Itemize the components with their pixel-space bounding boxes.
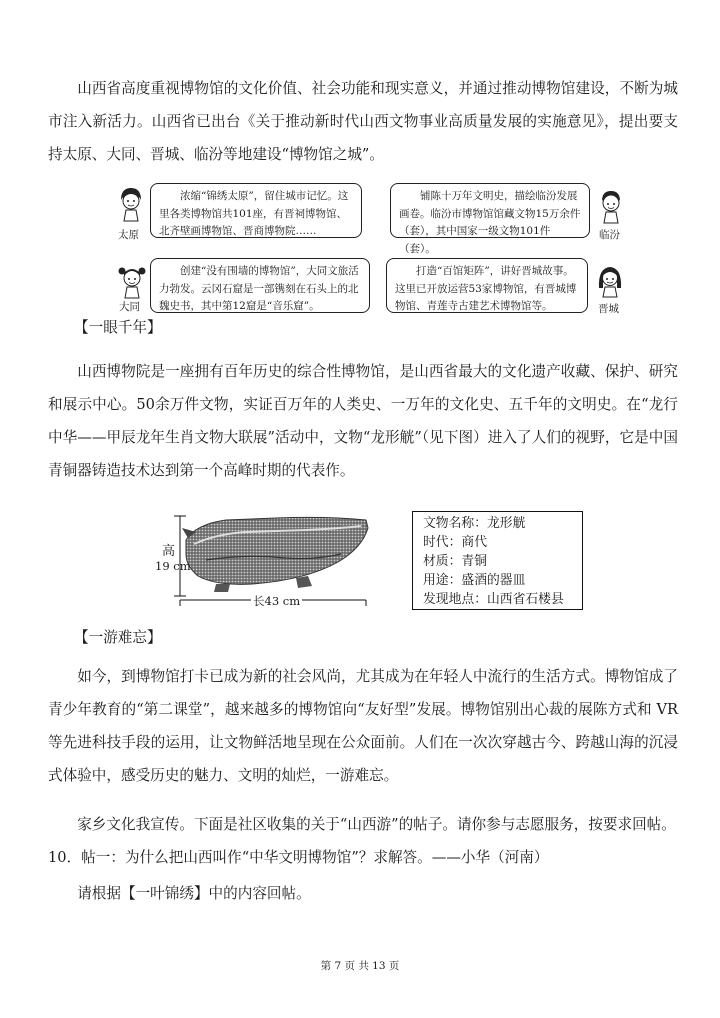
speech-bubble-linfen: 铺陈十万年文明史，描绘临汾发展画卷。临汾市博物馆馆藏文物15万余件（套），其中国家一级文物101件（套）。 xyxy=(390,183,590,238)
task-paragraph: 家乡文化我宣传。下面是社区收集的关于“山西游”的帖子。请你参与志愿服务，按要求回帖。 xyxy=(77,816,676,833)
girl-avatar-icon xyxy=(117,263,147,299)
speech-bubble-taiyuan: 浓缩“锦绣太原”，留住城市记忆。这里各类博物馆共101座，有晋祠博物馆、北齐壁画博物馆、晋商博物院…… xyxy=(150,183,362,238)
info-location: 发现地点：山西省石楼县 xyxy=(423,592,564,607)
boy-avatar-icon xyxy=(116,186,146,222)
city-label-jincheng: 晋城 xyxy=(598,303,619,315)
section-heading-yiyanqiannian: 【一眼千年】 xyxy=(74,319,162,336)
question-10: 10．帖一：为什么把山西叫作“中华文明博物馆”？求解答。——小华（河南） xyxy=(48,849,549,866)
info-era: 时代：商代 xyxy=(423,535,487,550)
info-name: 文物名称：龙形觥 xyxy=(423,516,526,531)
city-label-linfen: 临汾 xyxy=(599,229,620,241)
reply-instruction: 请根据【一叶锦绣】中的内容回帖。 xyxy=(77,885,311,902)
section-heading-yiyounanwang: 【一游难忘】 xyxy=(74,629,162,646)
info-use: 用途：盛酒的器皿 xyxy=(423,573,526,588)
speech-bubble-jincheng: 打造“百馆矩阵”，讲好晋城故事。这里已开放运营53家博物馆，有晋城博物馆、青莲寺古建艺术博物馆等。 xyxy=(386,258,588,313)
museum-paragraph: 山西博物院是一座拥有百年历史的综合性博物馆，是山西省最大的文化遗产收藏、保护、研究和展示中心。50余万件文物，实证百万年的人类史、一万年的文化史、五千年的文明史。在“龙行中华——甲辰龙年生肖文物大联展”活动中，文物“龙形觥”（见下图）进入了人们的视野，它是中国青铜器铸造技术达到第一个高峰时期的代表作。 xyxy=(48,363,678,479)
visit-paragraph: 如今，到博物馆打卡已成为新的社会风尚，尤其成为在年轻人中流行的生活方式。博物馆成了青少年教育的“第二课堂”，越来越多的博物馆向“友好型”发展。博物馆别出心裁的展陈方式和 VR 等先进科技手段的运用，让文物鲜活地呈现在公众面前。人们在一次次穿越古今、跨越山海的沉浸式体验中，感受历史的魅力、文明的灿烂，一游难忘。 xyxy=(48,668,678,784)
artifact-info-box xyxy=(412,511,583,610)
intro-paragraph: 山西省高度重视博物馆的文化价值、社会功能和现实意义，并通过推动博物馆建设，不断为城市注入新活力。山西省已出台《关于推动新时代山西文物事业高质量发展的实施意见》，提出要支持太原、大同、晋城、临汾等地建设“博物馆之城”。 xyxy=(48,80,678,163)
boy-avatar-icon xyxy=(596,188,626,224)
info-material: 材质：青铜 xyxy=(423,554,487,569)
city-label-datong: 大同 xyxy=(119,301,140,313)
length-label: 长43 cm xyxy=(253,594,301,608)
girl-avatar-icon xyxy=(595,262,625,298)
height-value: 19 cm xyxy=(155,559,191,573)
page-footer: 第 7 页 共 13 页 xyxy=(320,960,400,972)
speech-bubble-datong: 创建“没有围墙的博物馆”，大同文旅活力勃发。云冈石窟是一部镌刻在石头上的北魏史书，其中第12窟是“音乐窟”。 xyxy=(150,258,370,313)
height-label: 高 xyxy=(162,544,176,559)
city-label-taiyuan: 太原 xyxy=(118,229,139,241)
